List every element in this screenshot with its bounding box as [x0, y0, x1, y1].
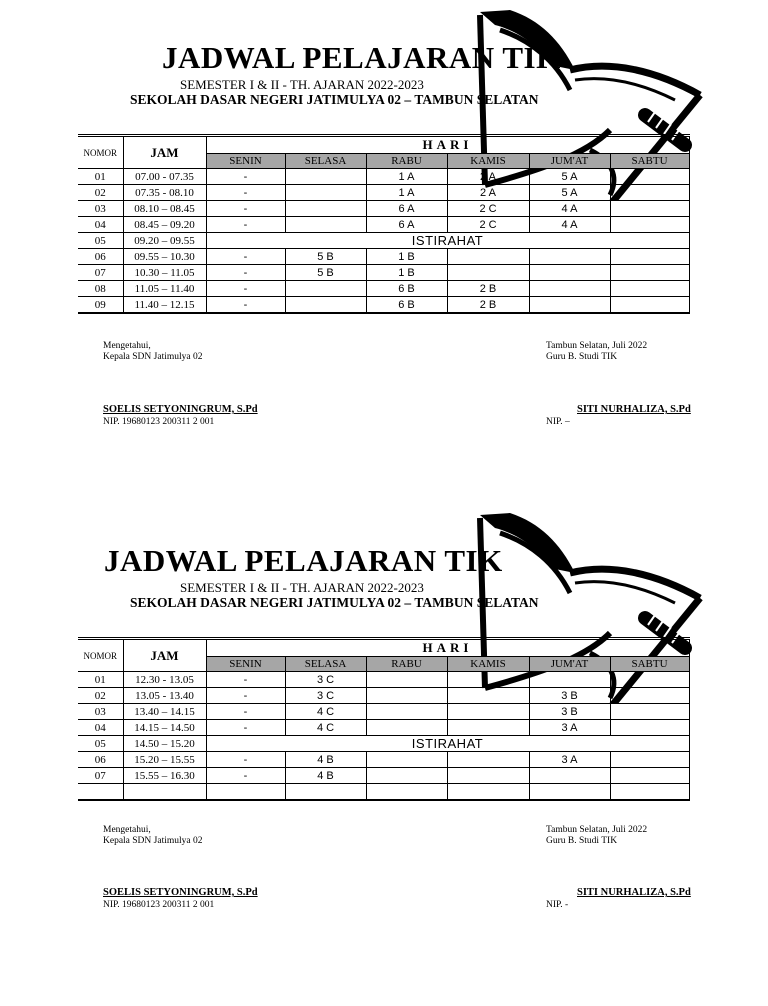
class-cell: [366, 688, 447, 704]
right-sign-name: SITI NURHALIZA, S.Pd: [577, 404, 691, 415]
class-cell: [610, 688, 689, 704]
class-cell: [610, 704, 689, 720]
left-sign-line2: Kepala SDN Jatimulya 02: [103, 836, 203, 846]
class-cell: [285, 297, 366, 314]
header-hari: HARI: [206, 136, 689, 154]
right-sign-line1: Tambun Selatan, Juli 2022: [546, 825, 648, 835]
left-sign-line2: Kepala SDN Jatimulya 02: [103, 352, 203, 362]
class-cell: 5 A: [529, 185, 610, 201]
row-number: 04: [78, 720, 123, 736]
class-cell: 2 A: [447, 185, 529, 201]
class-cell: [447, 249, 529, 265]
row-time: 08.45 – 09.20: [123, 217, 206, 233]
row-time: 08.10 – 08.45: [123, 201, 206, 217]
class-cell: -: [206, 688, 285, 704]
schedule-block-1: [0, 0, 768, 440]
table-row: [78, 265, 689, 281]
row-number: 02: [78, 185, 123, 201]
row-number: 06: [78, 752, 123, 768]
header-day: RABU: [366, 657, 447, 672]
class-cell: [610, 281, 689, 297]
class-cell: 4 B: [285, 752, 366, 768]
header-day: KAMIS: [447, 657, 529, 672]
class-cell: 1 A: [366, 185, 447, 201]
table-row: [78, 672, 689, 688]
class-cell: -: [206, 704, 285, 720]
row-number: 07: [78, 265, 123, 281]
class-cell: 5 B: [285, 249, 366, 265]
row-number: 03: [78, 704, 123, 720]
row-time: 09.20 – 09.55: [123, 233, 206, 249]
class-cell: [447, 784, 529, 801]
class-cell: -: [206, 720, 285, 736]
class-cell: 2 A: [447, 169, 529, 185]
header-day: KAMIS: [447, 154, 529, 169]
class-cell: [529, 672, 610, 688]
class-cell: -: [206, 249, 285, 265]
header-day: SABTU: [610, 154, 689, 169]
row-number: 01: [78, 169, 123, 185]
class-cell: 3 B: [529, 688, 610, 704]
class-cell: 4 C: [285, 704, 366, 720]
table-row: [78, 217, 689, 233]
right-sign-line1: Tambun Selatan, Juli 2022: [546, 341, 648, 351]
class-cell: [285, 201, 366, 217]
class-cell: -: [206, 672, 285, 688]
class-cell: [529, 784, 610, 801]
class-cell: [447, 704, 529, 720]
class-cell: -: [206, 265, 285, 281]
table-row: [78, 784, 689, 801]
class-cell: 3 C: [285, 672, 366, 688]
class-cell: [610, 720, 689, 736]
class-cell: [529, 768, 610, 784]
class-cell: [366, 784, 447, 801]
left-sign-name: SOELIS SETYONINGRUM, S.Pd: [103, 404, 258, 415]
class-cell: 2 B: [447, 281, 529, 297]
row-number: 08: [78, 281, 123, 297]
schedule-table: [78, 134, 690, 314]
class-cell: 6 A: [366, 217, 447, 233]
table-row: [78, 169, 689, 185]
class-cell: [529, 281, 610, 297]
class-cell: 2 B: [447, 297, 529, 314]
class-cell: [447, 768, 529, 784]
header-jam: JAM: [123, 136, 206, 169]
class-cell: 1 A: [366, 169, 447, 185]
header-day: SELASA: [285, 657, 366, 672]
class-cell: [206, 784, 285, 801]
left-sign-line1: Mengetahui,: [103, 825, 151, 835]
schedule-block-2: [0, 503, 768, 923]
class-cell: 4 B: [285, 768, 366, 784]
row-time: 11.40 – 12.15: [123, 297, 206, 314]
row-number: 06: [78, 249, 123, 265]
class-cell: -: [206, 752, 285, 768]
header-day: RABU: [366, 154, 447, 169]
table-row: [78, 720, 689, 736]
class-cell: [366, 720, 447, 736]
table-row: [78, 185, 689, 201]
row-time: 11.05 – 11.40: [123, 281, 206, 297]
right-sign-nip: NIP. -: [546, 900, 569, 910]
table-row: [78, 736, 689, 752]
row-number: 07: [78, 768, 123, 784]
row-time: 12.30 - 13.05: [123, 672, 206, 688]
header-day: SABTU: [610, 657, 689, 672]
schedule-table: [78, 637, 690, 801]
class-cell: [447, 752, 529, 768]
semester-subtitle: SEMESTER I & II - TH. AJARAN 2022-2023: [180, 580, 424, 595]
class-cell: [610, 201, 689, 217]
class-cell: [285, 281, 366, 297]
page-title: JADWAL PELAJARAN TIK: [104, 543, 503, 578]
class-cell: -: [206, 217, 285, 233]
class-cell: [529, 297, 610, 314]
row-number: 04: [78, 217, 123, 233]
class-cell: 4 A: [529, 201, 610, 217]
class-cell: [610, 297, 689, 314]
class-cell: 6 B: [366, 297, 447, 314]
class-cell: -: [206, 185, 285, 201]
row-time: 15.20 – 15.55: [123, 752, 206, 768]
row-number: 09: [78, 297, 123, 314]
row-number: 02: [78, 688, 123, 704]
class-cell: [610, 217, 689, 233]
class-cell: [610, 768, 689, 784]
class-cell: [285, 784, 366, 801]
row-time: 07.00 - 07.35: [123, 169, 206, 185]
class-cell: [366, 672, 447, 688]
row-time: 10.30 – 11.05: [123, 265, 206, 281]
table-row: [78, 768, 689, 784]
left-sign-nip: NIP. 19680123 200311 2 001: [103, 417, 215, 427]
row-time: 14.50 – 15.20: [123, 736, 206, 752]
class-cell: [285, 217, 366, 233]
class-cell: 1 B: [366, 249, 447, 265]
class-cell: 6 A: [366, 201, 447, 217]
class-cell: [610, 185, 689, 201]
row-number: [78, 784, 123, 801]
row-time: 13.05 - 13.40: [123, 688, 206, 704]
table-row: [78, 688, 689, 704]
right-sign-line2: Guru B. Studi TIK: [546, 352, 618, 362]
class-cell: [447, 720, 529, 736]
class-cell: -: [206, 297, 285, 314]
header-day: JUM'AT: [529, 657, 610, 672]
class-cell: [366, 768, 447, 784]
class-cell: -: [206, 169, 285, 185]
class-cell: 4 C: [285, 720, 366, 736]
header-nomor: NOMOR: [78, 639, 123, 672]
table-row: [78, 704, 689, 720]
class-cell: 2 C: [447, 201, 529, 217]
class-cell: 5 A: [529, 169, 610, 185]
class-cell: 4 A: [529, 217, 610, 233]
class-cell: [285, 185, 366, 201]
class-cell: 5 B: [285, 265, 366, 281]
class-cell: [610, 169, 689, 185]
class-cell: [610, 752, 689, 768]
header-jam: JAM: [123, 639, 206, 672]
row-time: 09.55 – 10.30: [123, 249, 206, 265]
left-sign-nip: NIP. 19680123 200311 2 001: [103, 900, 215, 910]
school-name: SEKOLAH DASAR NEGERI JATIMULYA 02 – TAMBUN SELATAN: [130, 92, 539, 107]
class-cell: 6 B: [366, 281, 447, 297]
left-sign-name: SOELIS SETYONINGRUM, S.Pd: [103, 887, 258, 898]
class-cell: [610, 672, 689, 688]
class-cell: 3 A: [529, 752, 610, 768]
row-time: 07.35 - 08.10: [123, 185, 206, 201]
row-number: 03: [78, 201, 123, 217]
class-cell: [529, 249, 610, 265]
class-cell: [366, 704, 447, 720]
row-time: [123, 784, 206, 801]
right-sign-line2: Guru B. Studi TIK: [546, 836, 618, 846]
class-cell: 1 B: [366, 265, 447, 281]
class-cell: -: [206, 281, 285, 297]
row-time: 15.55 – 16.30: [123, 768, 206, 784]
table-row: [78, 233, 689, 249]
header-hari: HARI: [206, 639, 689, 657]
header-day: SELASA: [285, 154, 366, 169]
table-row: [78, 297, 689, 314]
table-row: [78, 752, 689, 768]
break-cell: ISTIRAHAT: [206, 233, 689, 249]
class-cell: 2 C: [447, 217, 529, 233]
header-day: JUM'AT: [529, 154, 610, 169]
class-cell: 3 B: [529, 704, 610, 720]
page-title: JADWAL PELAJARAN TIK: [162, 40, 561, 75]
class-cell: [610, 249, 689, 265]
school-name: SEKOLAH DASAR NEGERI JATIMULYA 02 – TAMBUN SELATAN: [130, 595, 539, 610]
table-row: [78, 201, 689, 217]
row-time: 14.15 – 14.50: [123, 720, 206, 736]
class-cell: -: [206, 201, 285, 217]
row-number: 05: [78, 736, 123, 752]
row-time: 13.40 – 14.15: [123, 704, 206, 720]
class-cell: [447, 265, 529, 281]
semester-subtitle: SEMESTER I & II - TH. AJARAN 2022-2023: [180, 77, 424, 92]
class-cell: [366, 752, 447, 768]
table-row: [78, 249, 689, 265]
class-cell: -: [206, 768, 285, 784]
class-cell: [610, 265, 689, 281]
right-sign-name: SITI NURHALIZA, S.Pd: [577, 887, 691, 898]
class-cell: 3 A: [529, 720, 610, 736]
header-day: SENIN: [206, 154, 285, 169]
class-cell: [285, 169, 366, 185]
row-number: 01: [78, 672, 123, 688]
class-cell: [610, 784, 689, 801]
break-cell: ISTIRAHAT: [206, 736, 689, 752]
class-cell: 3 C: [285, 688, 366, 704]
right-sign-nip: NIP. –: [546, 417, 570, 427]
table-row: [78, 281, 689, 297]
header-nomor: NOMOR: [78, 136, 123, 169]
header-day: SENIN: [206, 657, 285, 672]
class-cell: [447, 672, 529, 688]
class-cell: [447, 688, 529, 704]
left-sign-line1: Mengetahui,: [103, 341, 151, 351]
class-cell: [529, 265, 610, 281]
row-number: 05: [78, 233, 123, 249]
